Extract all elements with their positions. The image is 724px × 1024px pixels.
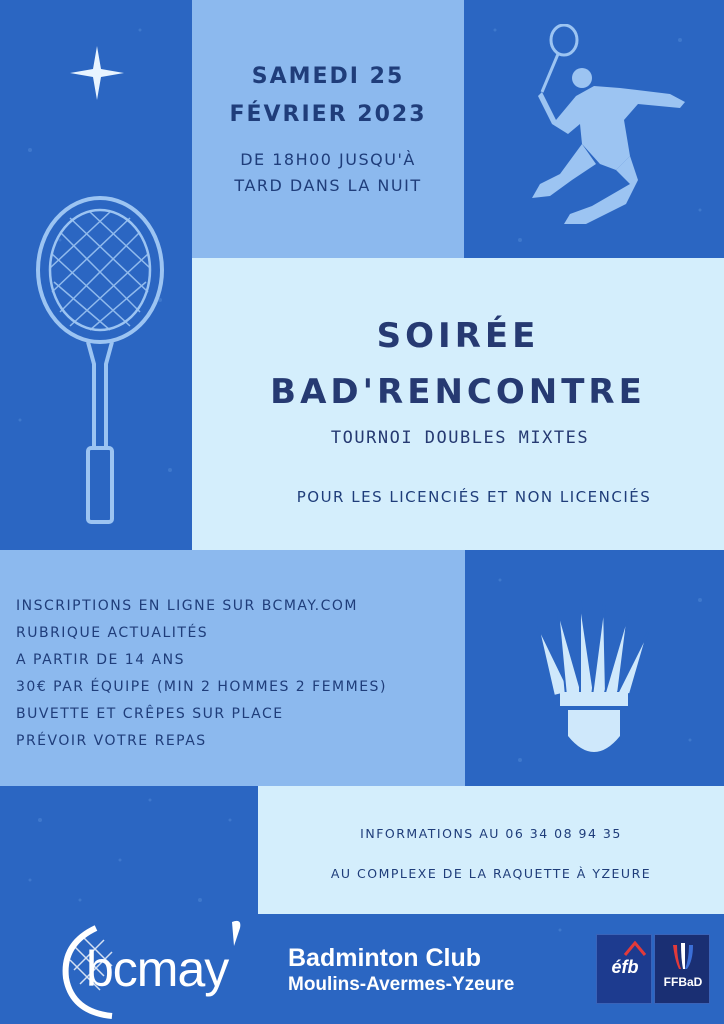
efb-text: éfb [611,957,639,977]
event-title-line1: SOIRÉE [376,316,540,356]
ffbad-text: FFBaD [663,975,703,989]
info-line-refreshments: BUVETTE ET CRÊPES SUR PLACE [16,706,284,722]
racket-icon [30,192,170,532]
event-subtitle: TOURNOI DOUBLES MIXTES [330,428,590,448]
player-silhouette-icon [520,24,690,230]
info-line-price: 30€ PAR ÉQUIPE (MIN 2 HOMMES 2 FEMMES) [16,679,387,695]
shuttlecock-icon [530,596,658,768]
club-towns: Moulins-Avermes-Yzeure [288,974,515,995]
efb-logo [596,934,652,1004]
info-line-section: RUBRIQUE ACTUALITÉS [16,625,209,641]
info-line-registration: INSCRIPTIONS EN LIGNE SUR BCMAY.COM [16,598,358,614]
event-audience: POUR LES LICENCIÉS ET NON LICENCIÉS [296,488,652,506]
info-line-age: A PARTIR DE 14 ANS [16,652,185,668]
info-panel [0,550,465,786]
contact-panel [258,786,724,914]
sparkle-icon [68,44,126,102]
info-line-meal: PRÉVOIR VOTRE REPAS [16,733,207,749]
event-time-line1: DE 18H00 JUSQU'À [240,150,416,169]
event-title-line2: BAD'RENCONTRE [270,372,646,412]
efb-flag-icon [623,941,647,957]
ffbad-logo [654,934,710,1004]
club-name: Badminton Club [288,944,482,972]
club-logo-text: bcmay [86,941,229,997]
event-day: SAMEDI 25 [251,64,405,89]
date-panel [192,0,464,258]
event-month-year: FÉVRIER 2023 [229,102,427,127]
contact-venue: AU COMPLEXE DE LA RAQUETTE À YZEURE [330,866,652,881]
event-time-line2: TARD DANS LA NUIT [234,176,422,195]
ffbad-feathers-icon [669,941,697,971]
contact-phone: INFORMATIONS AU 06 34 08 94 35 [360,826,622,841]
